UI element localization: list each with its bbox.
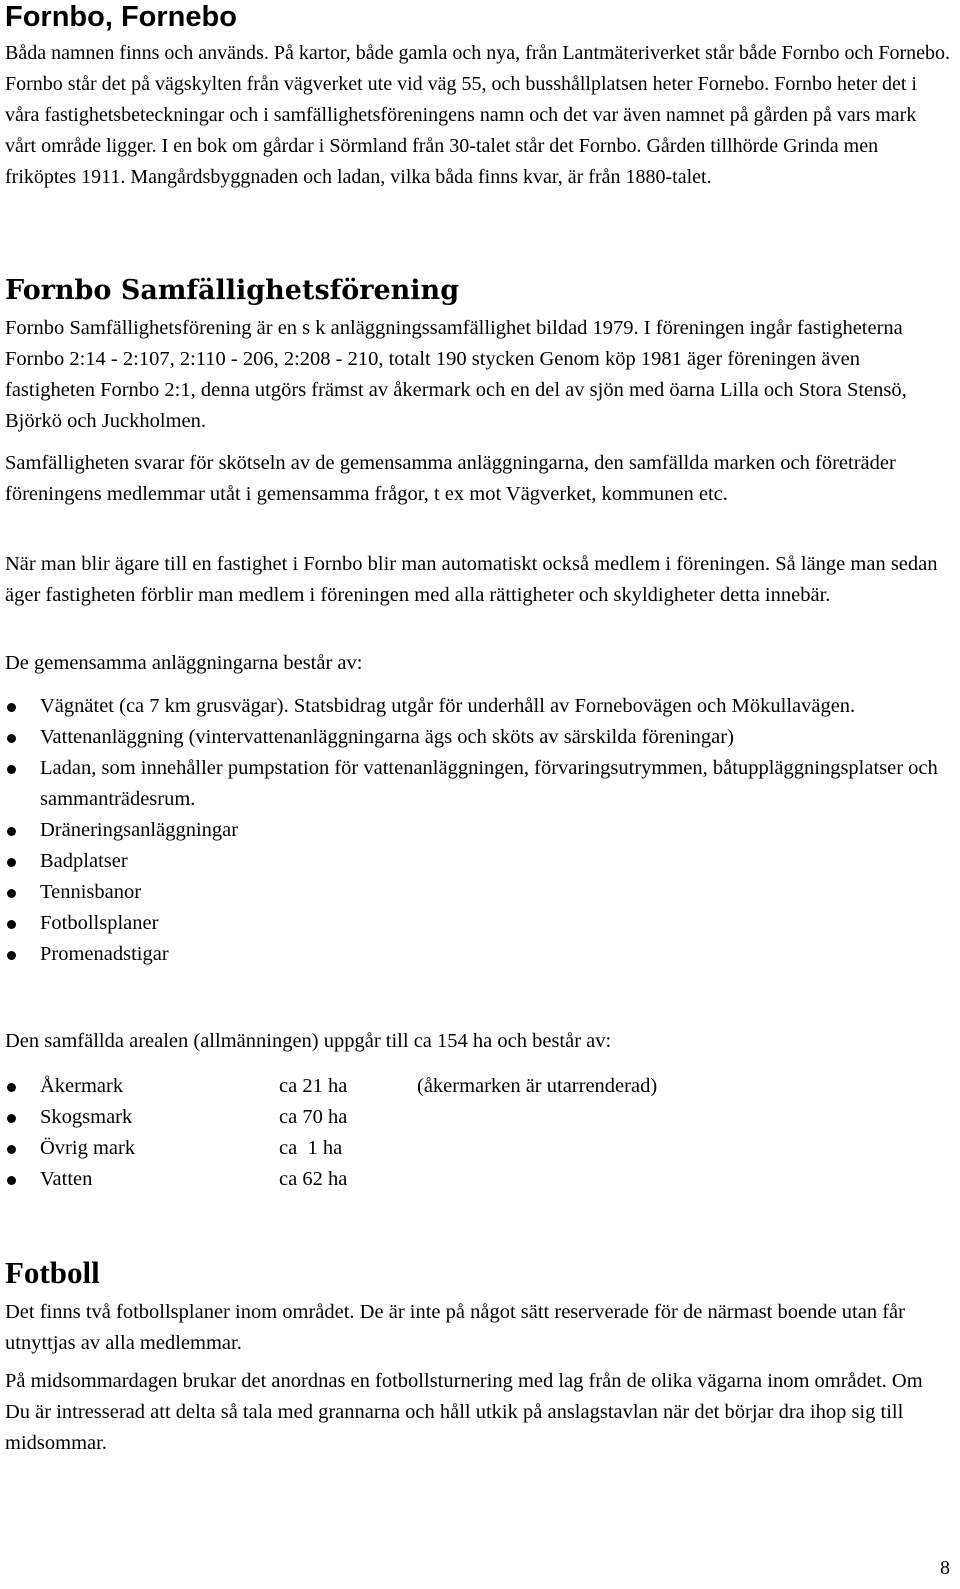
list-item: Badplatser bbox=[5, 846, 950, 877]
bullet-icon bbox=[7, 920, 16, 929]
bullet-icon bbox=[7, 951, 16, 960]
bullet-icon bbox=[7, 734, 16, 743]
football-paragraph-1: Det finns två fotbollsplaner inom området. De är inte på något sätt reserverade för de närmast boende utan får utnyttjas av alla medlemmar. bbox=[5, 1301, 905, 1354]
bullet-icon bbox=[7, 1176, 16, 1185]
bullet-icon bbox=[7, 827, 16, 836]
list-item: Övrig mark ca 1 ha bbox=[5, 1133, 950, 1164]
list-item: Vattenanläggning (vintervattenanläggningarna ägs och sköts av särskilda föreningar) bbox=[5, 722, 950, 753]
bullet-icon bbox=[7, 703, 16, 712]
association-paragraph-1: Fornbo Samfällighetsförening är en s k anläggningssamfällighet bildad 1979. I föreningen ingår fastigheterna Fornbo 2:14 - 2:107, 2:110 - 206, 2:208 - 210, totalt 190 stycken Genom köp 1981 äger föreningen även fastigheten Fornbo 2:1, denna utgörs främst av åkermark och en del av sjön med öarna Lilla och Stora Stensö, Björkö och Juckholmen. bbox=[5, 317, 907, 432]
list-item: Ladan, som innehåller pumpstation för vattenanläggningen, förvaringsutrymmen, båtuppläggningsplatser och sammanträdesrum. bbox=[5, 753, 950, 815]
area-list bbox=[5, 1071, 950, 1195]
list-item: Promenadstigar bbox=[5, 939, 950, 970]
list-item: Fotbollsplaner bbox=[5, 908, 950, 939]
bullet-icon bbox=[7, 1145, 16, 1154]
section-heading-samfallighetsforening: Fornbo Samfällighetsförening bbox=[5, 275, 460, 306]
bullet-icon bbox=[7, 1114, 16, 1123]
list-item: Åkermark ca 21 ha (åkermarken är utarrenderad) bbox=[5, 1071, 950, 1102]
page-title: Fornbo, Fornebo bbox=[5, 1, 237, 33]
list-item: Vägnätet (ca 7 km grusvägar). Statsbidrag utgår för underhåll av Fornebovägen och Mökullavägen. bbox=[5, 691, 950, 722]
association-paragraph-3: När man blir ägare till en fastighet i Fornbo blir man automatiskt också medlem i föreningen. Så länge man sedan äger fastigheten förblir man medlem i föreningen med alla rättigheter och skyldigheter detta innebär. bbox=[5, 553, 938, 606]
facilities-list bbox=[5, 691, 950, 970]
list-item: Vatten ca 62 ha bbox=[5, 1164, 950, 1195]
bullet-icon bbox=[7, 858, 16, 867]
facilities-intro: De gemensamma anläggningarna består av: bbox=[5, 652, 363, 674]
intro-paragraph: Båda namnen finns och används. På kartor, både gamla och nya, från Lantmäteriverket står både Fornbo och Fornebo. Fornbo står det på vägskylten från vägverket ute vid väg 55, och busshållplatsen heter Fornebo. Fornbo heter det i våra fastighetsbeteckningar och i samfällighetsföreningens namn och det var även namnet på gården på vars mark vårt område ligger. I en bok om gårdar i Sörmland från 30-talet står det Fornbo. Gården tillhörde Grinda men friköptes 1911. Mangårdsbyggnaden och ladan, vilka båda finns kvar, är från 1880-talet. bbox=[5, 42, 950, 188]
area-intro: Den samfällda arealen (allmänningen) uppgår till ca 154 ha och består av: bbox=[5, 1030, 612, 1052]
bullet-icon bbox=[7, 889, 16, 898]
list-item: Dräneringsanläggningar bbox=[5, 815, 950, 846]
football-paragraph-2: På midsommardagen brukar det anordnas en fotbollsturnering med lag från de olika vägarna inom området. Om Du är intresserad att delta så tala med grannarna och håll utkik på anslagstavlan när det börjar dra ihop sig till midsommar. bbox=[5, 1370, 923, 1454]
list-item: Skogsmark ca 70 ha bbox=[5, 1102, 950, 1133]
association-paragraph-2: Samfälligheten svarar för skötseln av de gemensamma anläggningarna, den samfällda marken och företräder föreningens medlemmar utåt i gemensamma frågor, t ex mot Vägverket, kommunen etc. bbox=[5, 452, 896, 505]
page-number: 8 bbox=[940, 1557, 950, 1579]
section-heading-fotboll: Fotboll bbox=[5, 1255, 100, 1290]
bullet-icon bbox=[7, 765, 16, 774]
bullet-icon bbox=[7, 1083, 16, 1092]
list-item: Tennisbanor bbox=[5, 877, 950, 908]
